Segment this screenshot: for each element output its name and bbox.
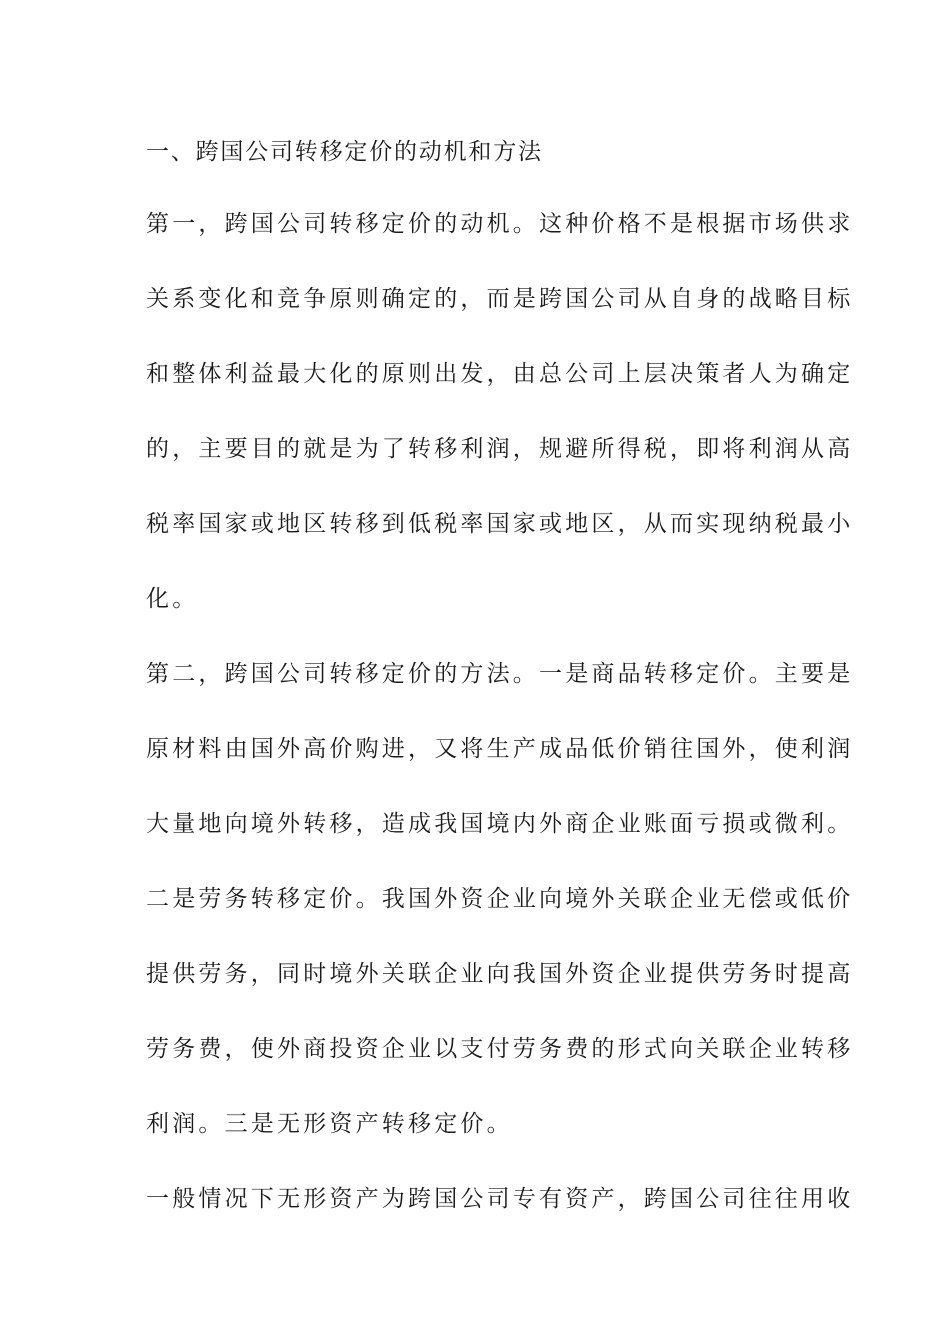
paragraph-line: 提供劳务，同时境外关联企业向我国外资企业提供劳务时提高 bbox=[146, 961, 854, 987]
paragraph-line: 大量地向境外转移，造成我国境内外商企业账面亏损或微利。 bbox=[146, 811, 854, 837]
paragraph-line: 原材料由国外高价购进，又将生产成品低价销往国外，使利润 bbox=[146, 736, 854, 762]
paragraph-line: 利润。三是无形资产转移定价。 bbox=[146, 1111, 513, 1137]
paragraph-line: 第一，跨国公司转移定价的动机。这种价格不是根据市场供求 bbox=[146, 211, 854, 237]
paragraph-line: 劳务费，使外商投资企业以支付劳务费的形式向关联企业转移 bbox=[146, 1036, 854, 1062]
section-heading: 一、跨国公司转移定价的动机和方法 bbox=[146, 139, 543, 165]
paragraph-line: 二是劳务转移定价。我国外资企业向境外关联企业无偿或低价 bbox=[146, 886, 854, 912]
paragraph-line: 化。 bbox=[146, 586, 199, 612]
paragraph-line: 和整体利益最大化的原则出发，由总公司上层决策者人为确定 bbox=[146, 361, 854, 387]
paragraph-line: 一般情况下无形资产为跨国公司专有资产，跨国公司往往用收 bbox=[146, 1186, 854, 1212]
paragraph-line: 第二，跨国公司转移定价的方法。一是商品转移定价。主要是 bbox=[146, 661, 854, 687]
paragraph-line: 税率国家或地区转移到低税率国家或地区，从而实现纳税最小 bbox=[146, 511, 854, 537]
paragraph-line: 关系变化和竞争原则确定的，而是跨国公司从自身的战略目标 bbox=[146, 286, 854, 312]
paragraph-line: 的，主要目的就是为了转移利润，规避所得税，即将利润从高 bbox=[146, 436, 854, 462]
